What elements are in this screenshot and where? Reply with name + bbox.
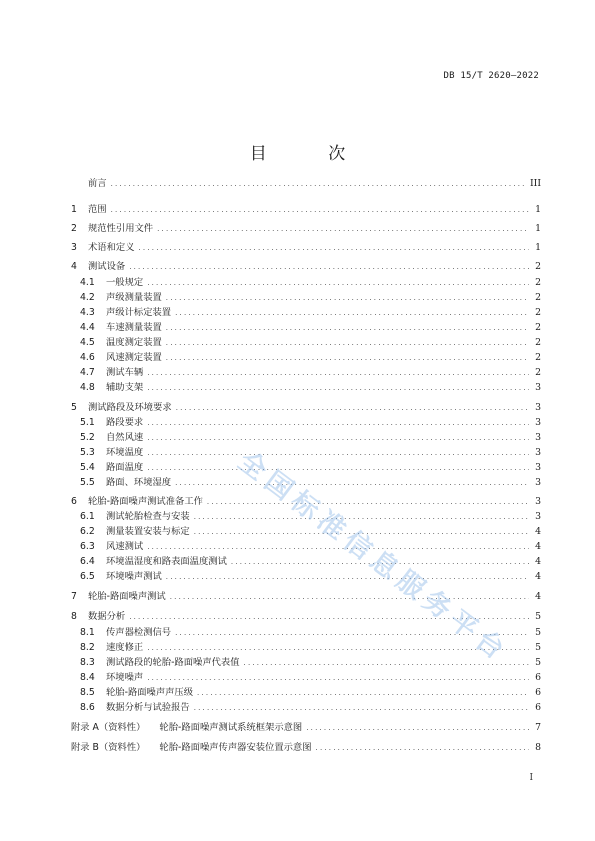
toc-entry-number: 附录 A（资料性） [71, 722, 146, 733]
toc-entry-page: 2 [535, 367, 541, 378]
toc-entry-title: 轮胎-路面噪声测试 [88, 591, 166, 602]
toc-entry-number: 6.1 [80, 511, 95, 522]
toc-entry[interactable] [71, 401, 541, 415]
toc-entry-number: 6.5 [80, 571, 95, 582]
toc-dot-leader [111, 177, 526, 191]
toc-entry-page: 2 [535, 307, 541, 318]
toc-entry-page: 3 [535, 477, 541, 488]
toc-entry-title: 风速测试 [106, 541, 144, 552]
toc-dot-leader [147, 431, 529, 445]
toc-entry[interactable] [80, 476, 541, 490]
toc-entry-number: 8.1 [80, 627, 95, 638]
toc-dot-leader [316, 741, 529, 755]
toc-entry-page: 4 [535, 541, 541, 552]
toc-entry-title: 术语和定义 [88, 242, 135, 253]
toc-entry-number: 8.4 [80, 672, 95, 683]
toc-entry-title: 风速测定装置 [106, 352, 162, 363]
toc-dot-leader [175, 626, 529, 640]
toc-entry-page: 2 [535, 261, 541, 272]
toc-dot-leader [166, 570, 529, 584]
toc-entry-number: 5.2 [80, 432, 95, 443]
toc-dot-leader [207, 495, 529, 509]
toc-entry[interactable] [71, 590, 541, 604]
toc-dot-leader [166, 291, 529, 305]
toc-entry[interactable] [71, 203, 541, 217]
toc-entry-number: 4.3 [80, 307, 95, 318]
toc-entry-title: 环境噪声测试 [106, 571, 162, 582]
toc-entry[interactable] [80, 570, 541, 584]
toc-entry-page: 5 [535, 657, 541, 668]
toc-entry[interactable] [71, 721, 541, 735]
toc-entry-page: 4 [535, 526, 541, 537]
toc-dot-leader [194, 510, 529, 524]
toc-entry-title: 环境噪声 [106, 672, 144, 683]
toc-entry-title: 数据分析 [88, 611, 126, 622]
watermark: 全国标准信息服务平台 [232, 445, 515, 669]
toc-entry-number: 4.8 [80, 382, 95, 393]
toc-entry-number: 1 [71, 204, 77, 215]
toc-entry-number: 5.4 [80, 462, 95, 473]
toc-entry-number: 3 [71, 242, 77, 253]
toc-entry-page: 3 [535, 382, 541, 393]
toc-entry-number: 5 [71, 402, 77, 413]
toc-entry-number: 4.1 [80, 277, 95, 288]
toc-entry[interactable] [80, 381, 541, 395]
toc-entry-title: 环境温度 [106, 447, 144, 458]
toc-dot-leader [139, 241, 530, 255]
toc-entry-title: 测试路段及环境要求 [88, 402, 172, 413]
toc-entry[interactable] [80, 276, 541, 290]
toc-entry-title: 测试车辆 [106, 367, 144, 378]
toc-entry-number: 4 [71, 261, 77, 272]
toc-dot-leader [147, 671, 529, 685]
toc-entry-title: 环境温湿度和路表面温度测试 [106, 556, 227, 567]
toc-dot-leader [194, 701, 529, 715]
toc-entry-title: 轮胎-路面噪声声压级 [106, 687, 194, 698]
toc-entry-page: 5 [535, 627, 541, 638]
toc-dot-leader [244, 656, 529, 670]
toc-entry-page: III [529, 178, 541, 189]
toc-dot-leader [147, 461, 529, 475]
toc-entry[interactable] [80, 291, 541, 305]
toc-entry[interactable] [80, 671, 541, 685]
toc-entry-number: 6.4 [80, 556, 95, 567]
toc-entry-title: 声级测量装置 [106, 292, 162, 303]
toc-entry-page: 7 [535, 722, 541, 733]
toc-entry-number: 8 [71, 611, 77, 622]
toc-dot-leader [166, 321, 529, 335]
toc-entry-title: 车速测量装置 [106, 322, 162, 333]
toc-entry-page: 6 [535, 672, 541, 683]
toc-entry-number: 6.3 [80, 541, 95, 552]
toc-entry-number: 附录 B（资料性） [71, 742, 146, 753]
toc-dot-leader [176, 401, 529, 415]
toc-entry[interactable] [71, 260, 541, 274]
toc-entry-page: 2 [535, 352, 541, 363]
toc-entry-page: 2 [535, 277, 541, 288]
toc-entry-number: 2 [71, 223, 77, 234]
toc-entry-title: 测量装置安装与标定 [106, 526, 190, 537]
toc-dot-leader [166, 336, 529, 350]
toc-dot-leader [231, 555, 529, 569]
toc-dot-leader [147, 381, 529, 395]
toc-dot-leader [147, 446, 529, 460]
toc-entry[interactable] [80, 656, 541, 670]
toc-dot-leader [175, 306, 529, 320]
toc-dot-leader [170, 590, 529, 604]
toc-entry[interactable] [80, 306, 541, 320]
toc-entry[interactable] [71, 177, 541, 191]
toc-entry-page: 3 [535, 511, 541, 522]
toc-entry-page: 2 [535, 322, 541, 333]
toc-entry-title: 温度测定装置 [106, 337, 162, 348]
toc-entry[interactable] [80, 525, 541, 539]
toc-entry[interactable] [71, 241, 541, 255]
toc-entry-page: 4 [535, 571, 541, 582]
toc-dot-leader [111, 203, 529, 217]
toc-entry[interactable] [80, 555, 541, 569]
toc-entry-title: 速度修正 [106, 642, 144, 653]
toc-entry-number: 4.7 [80, 367, 95, 378]
toc-entry-title: 传声器检测信号 [106, 627, 172, 638]
toc-dot-leader [147, 540, 529, 554]
toc-entry-number: 4.4 [80, 322, 95, 333]
toc-entry-title: 轮胎-路面噪声测试准备工作 [88, 496, 203, 507]
toc-entry-title: 一般规定 [106, 277, 144, 288]
toc-entry-number: 8.2 [80, 642, 95, 653]
toc-entry-page: 6 [535, 687, 541, 698]
toc-entry-title: 测试路段的轮胎-路面噪声代表值 [106, 657, 240, 668]
toc-entry-page: 2 [535, 292, 541, 303]
header-standard-code: DB 15/T 2620—2022 [443, 71, 539, 81]
toc-entry-page: 1 [535, 223, 541, 234]
toc-entry-number: 8.6 [80, 702, 95, 713]
toc-entry-number: 4.6 [80, 352, 95, 363]
toc-entry-title: 路面、环境湿度 [106, 477, 172, 488]
toc-entry-page: 5 [535, 642, 541, 653]
toc-entry-number: 5.1 [80, 417, 95, 428]
toc-dot-leader [129, 260, 529, 274]
toc-entry-page: 3 [535, 462, 541, 473]
toc-entry[interactable] [71, 495, 541, 509]
toc-entry-title: 规范性引用文件 [88, 223, 154, 234]
toc-entry[interactable] [80, 321, 541, 335]
toc-entry-number: 7 [71, 591, 77, 602]
toc-entry-number: 8.3 [80, 657, 95, 668]
toc-entry[interactable] [80, 686, 541, 700]
toc-entry-number: 8.5 [80, 687, 95, 698]
toc-dot-leader [157, 222, 529, 236]
toc-entry-number: 5.3 [80, 447, 95, 458]
page-number: I [529, 773, 533, 783]
toc-dot-leader [147, 641, 529, 655]
toc-entry-number: 6.2 [80, 526, 95, 537]
toc-entry[interactable] [80, 416, 541, 430]
toc-dot-leader [166, 351, 529, 365]
toc-entry-number: 5.5 [80, 477, 95, 488]
toc-entry-page: 2 [535, 337, 541, 348]
toc-dot-leader [197, 686, 529, 700]
toc-entry[interactable] [71, 222, 541, 236]
toc-entry[interactable] [80, 461, 541, 475]
toc-dot-leader [147, 276, 529, 290]
toc-entry-title: 声级计标定装置 [106, 307, 172, 318]
toc-entry[interactable] [80, 641, 541, 655]
toc-entry[interactable] [80, 431, 541, 445]
toc-entry[interactable] [80, 351, 541, 365]
toc-entry-title: 轮胎-路面噪声测试系统框架示意图 [159, 722, 303, 733]
page-title: 目 次 [249, 144, 374, 165]
toc-entry[interactable] [80, 540, 541, 554]
toc-entry-page: 1 [535, 204, 541, 215]
toc-entry-title: 数据分析与试验报告 [106, 702, 190, 713]
toc-entry-title: 前言 [88, 178, 107, 189]
toc-entry-title: 路段要求 [106, 417, 144, 428]
toc-entry-number: 4.5 [80, 337, 95, 348]
toc-entry-title: 自然风速 [106, 432, 144, 443]
toc-entry-page: 3 [535, 417, 541, 428]
toc-entry-title: 测试设备 [88, 261, 126, 272]
toc-entry-page: 1 [535, 242, 541, 253]
toc-entry-title: 轮胎-路面噪声传声器安装位置示意图 [159, 742, 312, 753]
toc-entry-page: 8 [535, 742, 541, 753]
toc-entry-title: 范围 [88, 204, 107, 215]
toc-entry[interactable] [80, 626, 541, 640]
toc-entry-page: 3 [535, 432, 541, 443]
toc-dot-leader [129, 610, 529, 624]
toc-entry-title: 路面温度 [106, 462, 144, 473]
toc-dot-leader [147, 366, 529, 380]
toc-dot-leader [147, 416, 529, 430]
toc-entry-page: 3 [535, 447, 541, 458]
toc-entry[interactable] [80, 366, 541, 380]
toc-entry-page: 3 [535, 402, 541, 413]
toc-entry[interactable] [80, 510, 541, 524]
toc-entry-page: 4 [535, 591, 541, 602]
toc-entry-title: 辅助支架 [106, 382, 144, 393]
toc-entry-page: 4 [535, 556, 541, 567]
toc-entry[interactable] [80, 446, 541, 460]
toc-dot-leader [306, 721, 529, 735]
toc-entry[interactable] [71, 610, 541, 624]
toc-entry-number: 4.2 [80, 292, 95, 303]
toc-entry-number: 6 [71, 496, 77, 507]
toc-entry-page: 3 [535, 496, 541, 507]
toc-dot-leader [175, 476, 529, 490]
toc-entry-page: 6 [535, 702, 541, 713]
toc-entry[interactable] [80, 336, 541, 350]
toc-entry-page: 5 [535, 611, 541, 622]
toc-entry[interactable] [80, 701, 541, 715]
toc-entry-title: 测试轮胎检查与安装 [106, 511, 190, 522]
toc-entry[interactable] [71, 741, 541, 755]
toc-dot-leader [194, 525, 529, 539]
